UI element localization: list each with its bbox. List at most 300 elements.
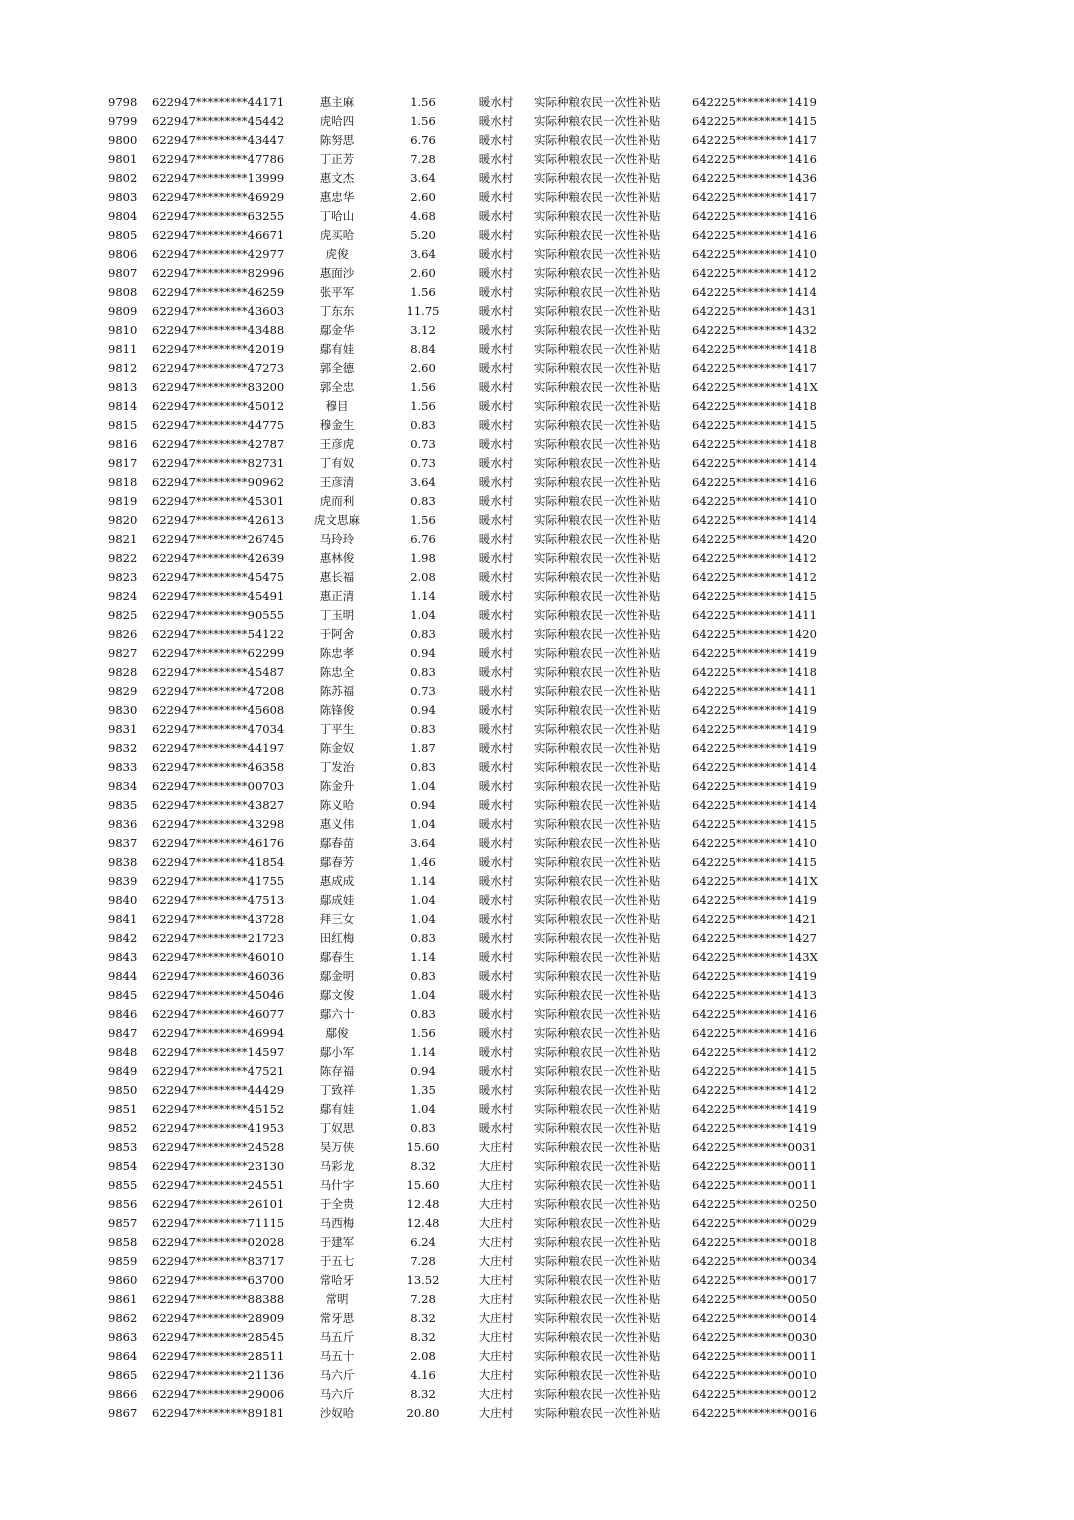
row-number: 9847: [108, 1026, 138, 1040]
village-name: 暖水村: [478, 1045, 514, 1059]
village-name: 大庄村: [478, 1330, 514, 1344]
village-name: 大庄村: [478, 1216, 514, 1230]
farmer-name: 丁致祥: [319, 1083, 355, 1097]
farmer-name: 虎文思麻: [314, 513, 360, 527]
subsidy-amount: 2.60: [410, 361, 436, 375]
subsidy-type: 实际种粮农民一次性补贴: [534, 627, 661, 641]
subsidy-amount: 6.76: [410, 532, 436, 546]
row-number: 9810: [108, 323, 138, 337]
row-number: 9835: [108, 798, 138, 812]
subsidy-type: 实际种粮农民一次性补贴: [534, 95, 661, 109]
farmer-name: 鄢六十: [319, 1007, 355, 1021]
row-number: 9849: [108, 1064, 138, 1078]
id-number: 642225*********1419: [692, 779, 817, 793]
subsidy-amount: 1.56: [410, 399, 436, 413]
account-number: 622947*********44429: [152, 1083, 285, 1097]
subsidy-type: 实际种粮农民一次性补贴: [534, 456, 661, 470]
account-number: 622947*********46994: [152, 1026, 285, 1040]
subsidy-type: 实际种粮农民一次性补贴: [534, 931, 661, 945]
account-number: 622947*********89181: [152, 1406, 285, 1420]
subsidy-type: 实际种粮农民一次性补贴: [534, 1387, 661, 1401]
id-number: 642225*********0030: [692, 1330, 817, 1344]
subsidy-amount: 12.48: [406, 1216, 440, 1230]
table-row: [0, 245, 1074, 264]
farmer-name: 于全贵: [319, 1197, 355, 1211]
subsidy-amount: 1.46: [410, 855, 436, 869]
id-number: 642225*********1420: [692, 532, 817, 546]
id-number: 642225*********1410: [692, 247, 817, 261]
row-number: 9804: [108, 209, 138, 223]
id-number: 642225*********1419: [692, 95, 817, 109]
table-row: [0, 701, 1074, 720]
row-number: 9825: [108, 608, 138, 622]
id-number: 642225*********143X: [692, 950, 818, 964]
farmer-name: 陈忠全: [319, 665, 355, 679]
village-name: 暖水村: [478, 456, 514, 470]
id-number: 642225*********0010: [692, 1368, 817, 1382]
subsidy-type: 实际种粮农民一次性补贴: [534, 304, 661, 318]
subsidy-amount: 1.04: [410, 912, 436, 926]
village-name: 暖水村: [478, 969, 514, 983]
account-number: 622947*********46176: [152, 836, 285, 850]
row-number: 9824: [108, 589, 138, 603]
table-row: [0, 967, 1074, 986]
subsidy-amount: 6.76: [410, 133, 436, 147]
subsidy-amount: 8.32: [410, 1387, 436, 1401]
account-number: 622947*********43728: [152, 912, 285, 926]
table-row: [0, 606, 1074, 625]
table-row: [0, 492, 1074, 511]
id-number: 642225*********1419: [692, 741, 817, 755]
account-number: 622947*********63255: [152, 209, 285, 223]
row-number: 9812: [108, 361, 138, 375]
account-number: 622947*********26745: [152, 532, 285, 546]
farmer-name: 虎而利: [319, 494, 355, 508]
subsidy-amount: 15.60: [406, 1178, 440, 1192]
farmer-name: 丁玉明: [319, 608, 355, 622]
row-number: 9807: [108, 266, 138, 280]
id-number: 642225*********1412: [692, 266, 817, 280]
subsidy-amount: 2.08: [410, 570, 436, 584]
subsidy-amount: 0.83: [410, 627, 436, 641]
subsidy-amount: 1.56: [410, 380, 436, 394]
id-number: 642225*********1415: [692, 418, 817, 432]
table-row: [0, 682, 1074, 701]
table-row: [0, 815, 1074, 834]
farmer-name: 惠义伟: [319, 817, 355, 831]
subsidy-type: 实际种粮农民一次性补贴: [534, 1007, 661, 1021]
account-number: 622947*********41755: [152, 874, 285, 888]
id-number: 642225*********1411: [692, 608, 817, 622]
table-row: [0, 340, 1074, 359]
village-name: 大庄村: [478, 1273, 514, 1287]
table-row: [0, 1138, 1074, 1157]
row-number: 9831: [108, 722, 138, 736]
account-number: 622947*********43488: [152, 323, 285, 337]
table-row: [0, 150, 1074, 169]
table-row: [0, 1005, 1074, 1024]
row-number: 9858: [108, 1235, 138, 1249]
row-number: 9846: [108, 1007, 138, 1021]
table-row: [0, 1195, 1074, 1214]
id-number: 642225*********1415: [692, 1064, 817, 1078]
subsidy-type: 实际种粮农民一次性补贴: [534, 285, 661, 299]
row-number: 9857: [108, 1216, 138, 1230]
subsidy-type: 实际种粮农民一次性补贴: [534, 1368, 661, 1382]
table-row: [0, 1176, 1074, 1195]
id-number: 642225*********1410: [692, 494, 817, 508]
subsidy-amount: 0.83: [410, 418, 436, 432]
account-number: 622947*********45608: [152, 703, 285, 717]
village-name: 暖水村: [478, 665, 514, 679]
row-number: 9818: [108, 475, 138, 489]
village-name: 暖水村: [478, 361, 514, 375]
subsidy-amount: 1.56: [410, 114, 436, 128]
subsidy-type: 实际种粮农民一次性补贴: [534, 665, 661, 679]
subsidy-amount: 0.73: [410, 456, 436, 470]
row-number: 9820: [108, 513, 138, 527]
village-name: 暖水村: [478, 437, 514, 451]
table-row: [0, 93, 1074, 112]
table-row: [0, 264, 1074, 283]
subsidy-type: 实际种粮农民一次性补贴: [534, 608, 661, 622]
village-name: 暖水村: [478, 532, 514, 546]
subsidy-amount: 3.64: [410, 247, 436, 261]
id-number: 642225*********1419: [692, 1121, 817, 1135]
row-number: 9851: [108, 1102, 138, 1116]
subsidy-type: 实际种粮农民一次性补贴: [534, 1102, 661, 1116]
table-row: [0, 283, 1074, 302]
account-number: 622947*********45152: [152, 1102, 285, 1116]
subsidy-amount: 1.56: [410, 285, 436, 299]
table-row: [0, 948, 1074, 967]
farmer-name: 陈锋俊: [319, 703, 355, 717]
subsidy-amount: 0.94: [410, 646, 436, 660]
id-number: 642225*********0011: [692, 1159, 817, 1173]
account-number: 622947*********47273: [152, 361, 285, 375]
subsidy-type: 实际种粮农民一次性补贴: [534, 1273, 661, 1287]
subsidy-type: 实际种粮农民一次性补贴: [534, 152, 661, 166]
farmer-name: 惠正清: [319, 589, 355, 603]
subsidy-amount: 0.94: [410, 798, 436, 812]
row-number: 9856: [108, 1197, 138, 1211]
village-name: 大庄村: [478, 1349, 514, 1363]
village-name: 暖水村: [478, 228, 514, 242]
account-number: 622947*********90555: [152, 608, 285, 622]
village-name: 暖水村: [478, 133, 514, 147]
farmer-name: 鄢文俊: [319, 988, 355, 1002]
table-row: [0, 777, 1074, 796]
subsidy-type: 实际种粮农民一次性补贴: [534, 418, 661, 432]
account-number: 622947*********42613: [152, 513, 285, 527]
subsidy-amount: 0.83: [410, 931, 436, 945]
village-name: 暖水村: [478, 931, 514, 945]
row-number: 9842: [108, 931, 138, 945]
account-number: 622947*********90962: [152, 475, 285, 489]
account-number: 622947*********47034: [152, 722, 285, 736]
village-name: 大庄村: [478, 1406, 514, 1420]
farmer-name: 丁发治: [319, 760, 355, 774]
subsidy-type: 实际种粮农民一次性补贴: [534, 133, 661, 147]
id-number: 642225*********1419: [692, 646, 817, 660]
account-number: 622947*********23130: [152, 1159, 285, 1173]
table-row: [0, 872, 1074, 891]
row-number: 9862: [108, 1311, 138, 1325]
subsidy-type: 实际种粮农民一次性补贴: [534, 817, 661, 831]
subsidy-type: 实际种粮农民一次性补贴: [534, 1235, 661, 1249]
subsidy-type: 实际种粮农民一次性补贴: [534, 1026, 661, 1040]
account-number: 622947*********82996: [152, 266, 285, 280]
id-number: 642225*********1419: [692, 969, 817, 983]
id-number: 642225*********1416: [692, 209, 817, 223]
subsidy-amount: 1.14: [410, 874, 436, 888]
subsidy-amount: 0.83: [410, 1007, 436, 1021]
id-number: 642225*********0017: [692, 1273, 817, 1287]
village-name: 暖水村: [478, 1083, 514, 1097]
row-number: 9838: [108, 855, 138, 869]
farmer-name: 陈努思: [319, 133, 355, 147]
id-number: 642225*********141X: [692, 874, 818, 888]
farmer-name: 马五斤: [319, 1330, 355, 1344]
row-number: 9805: [108, 228, 138, 242]
table-row: [0, 834, 1074, 853]
farmer-name: 惠文杰: [319, 171, 355, 185]
village-name: 暖水村: [478, 171, 514, 185]
village-name: 暖水村: [478, 247, 514, 261]
subsidy-amount: 15.60: [406, 1140, 440, 1154]
id-number: 642225*********0014: [692, 1311, 817, 1325]
village-name: 暖水村: [478, 817, 514, 831]
subsidy-amount: 2.60: [410, 190, 436, 204]
village-name: 暖水村: [478, 570, 514, 584]
row-number: 9821: [108, 532, 138, 546]
subsidy-type: 实际种粮农民一次性补贴: [534, 475, 661, 489]
subsidy-type: 实际种粮农民一次性补贴: [534, 855, 661, 869]
subsidy-amount: 0.94: [410, 703, 436, 717]
id-number: 642225*********1414: [692, 513, 817, 527]
farmer-name: 虎俊: [325, 247, 349, 261]
village-name: 暖水村: [478, 912, 514, 926]
farmer-name: 马五十: [319, 1349, 355, 1363]
table-row: [0, 1252, 1074, 1271]
farmer-name: 穆目: [325, 399, 349, 413]
farmer-name: 王彦清: [319, 475, 355, 489]
village-name: 暖水村: [478, 551, 514, 565]
subsidy-type: 实际种粮农民一次性补贴: [534, 1311, 661, 1325]
farmer-name: 惠面沙: [319, 266, 355, 280]
id-number: 642225*********1412: [692, 1045, 817, 1059]
farmer-name: 马玲玲: [319, 532, 355, 546]
table-row: [0, 378, 1074, 397]
subsidy-type: 实际种粮农民一次性补贴: [534, 1216, 661, 1230]
id-number: 642225*********0018: [692, 1235, 817, 1249]
id-number: 642225*********1414: [692, 760, 817, 774]
subsidy-amount: 1.04: [410, 817, 436, 831]
subsidy-amount: 1.14: [410, 950, 436, 964]
row-number: 9853: [108, 1140, 138, 1154]
subsidy-type: 实际种粮农民一次性补贴: [534, 380, 661, 394]
table-row: [0, 986, 1074, 1005]
table-row: [0, 1347, 1074, 1366]
subsidy-type: 实际种粮农民一次性补贴: [534, 532, 661, 546]
row-number: 9817: [108, 456, 138, 470]
account-number: 622947*********43827: [152, 798, 285, 812]
village-name: 暖水村: [478, 304, 514, 318]
village-name: 暖水村: [478, 779, 514, 793]
account-number: 622947*********43603: [152, 304, 285, 318]
subsidy-type: 实际种粮农民一次性补贴: [534, 342, 661, 356]
row-number: 9854: [108, 1159, 138, 1173]
village-name: 大庄村: [478, 1140, 514, 1154]
table-row: [0, 1328, 1074, 1347]
table-row: [0, 302, 1074, 321]
village-name: 暖水村: [478, 494, 514, 508]
village-name: 暖水村: [478, 1007, 514, 1021]
subsidy-type: 实际种粮农民一次性补贴: [534, 399, 661, 413]
id-number: 642225*********1419: [692, 1102, 817, 1116]
account-number: 622947*********45487: [152, 665, 285, 679]
subsidy-amount: 1.98: [410, 551, 436, 565]
account-number: 622947*********28909: [152, 1311, 285, 1325]
subsidy-amount: 0.83: [410, 665, 436, 679]
account-number: 622947*********44171: [152, 95, 285, 109]
id-number: 642225*********1415: [692, 589, 817, 603]
subsidy-amount: 8.32: [410, 1159, 436, 1173]
account-number: 622947*********45442: [152, 114, 285, 128]
farmer-name: 鄢有娃: [319, 342, 355, 356]
table-row: [0, 1081, 1074, 1100]
village-name: 暖水村: [478, 589, 514, 603]
farmer-name: 于阿舍: [319, 627, 355, 641]
account-number: 622947*********45301: [152, 494, 285, 508]
row-number: 9823: [108, 570, 138, 584]
row-number: 9837: [108, 836, 138, 850]
row-number: 9827: [108, 646, 138, 660]
subsidy-type: 实际种粮农民一次性补贴: [534, 741, 661, 755]
subsidy-amount: 8.32: [410, 1311, 436, 1325]
row-number: 9864: [108, 1349, 138, 1363]
table-row: [0, 1157, 1074, 1176]
row-number: 9800: [108, 133, 138, 147]
subsidy-amount: 0.94: [410, 1064, 436, 1078]
village-name: 暖水村: [478, 380, 514, 394]
subsidy-type: 实际种粮农民一次性补贴: [534, 1349, 661, 1363]
id-number: 642225*********1414: [692, 798, 817, 812]
account-number: 622947*********47513: [152, 893, 285, 907]
village-name: 暖水村: [478, 722, 514, 736]
id-number: 642225*********1412: [692, 1083, 817, 1097]
subsidy-amount: 0.83: [410, 494, 436, 508]
farmer-name: 马六斤: [319, 1387, 355, 1401]
village-name: 暖水村: [478, 855, 514, 869]
table-row: [0, 416, 1074, 435]
table-row: [0, 1233, 1074, 1252]
row-number: 9798: [108, 95, 138, 109]
row-number: 9808: [108, 285, 138, 299]
account-number: 622947*********47786: [152, 152, 285, 166]
id-number: 642225*********1419: [692, 722, 817, 736]
subsidy-type: 实际种粮农民一次性补贴: [534, 874, 661, 888]
subsidy-type: 实际种粮农民一次性补贴: [534, 779, 661, 793]
table-row: [0, 1100, 1074, 1119]
table-row: [0, 929, 1074, 948]
subsidy-amount: 6.24: [410, 1235, 436, 1249]
id-number: 642225*********0031: [692, 1140, 817, 1154]
row-number: 9799: [108, 114, 138, 128]
id-number: 642225*********1412: [692, 551, 817, 565]
village-name: 暖水村: [478, 266, 514, 280]
farmer-name: 陈忠孝: [319, 646, 355, 660]
village-name: 暖水村: [478, 323, 514, 337]
farmer-name: 于建军: [319, 1235, 355, 1249]
account-number: 622947*********00703: [152, 779, 285, 793]
account-number: 622947*********41854: [152, 855, 285, 869]
village-name: 暖水村: [478, 1121, 514, 1135]
farmer-name: 鄢小军: [319, 1045, 355, 1059]
village-name: 暖水村: [478, 475, 514, 489]
farmer-name: 惠林俊: [319, 551, 355, 565]
account-number: 622947*********46077: [152, 1007, 285, 1021]
subsidy-type: 实际种粮农民一次性补贴: [534, 228, 661, 242]
account-number: 622947*********43447: [152, 133, 285, 147]
subsidy-type: 实际种粮农民一次性补贴: [534, 1330, 661, 1344]
farmer-name: 惠长福: [319, 570, 355, 584]
farmer-name: 张平军: [319, 285, 355, 299]
subsidy-type: 实际种粮农民一次性补贴: [534, 893, 661, 907]
id-number: 642225*********1415: [692, 855, 817, 869]
row-number: 9863: [108, 1330, 138, 1344]
row-number: 9836: [108, 817, 138, 831]
farmer-name: 穆金生: [319, 418, 355, 432]
village-name: 暖水村: [478, 703, 514, 717]
id-number: 642225*********1418: [692, 665, 817, 679]
subsidy-amount: 7.28: [410, 1254, 436, 1268]
account-number: 622947*********24551: [152, 1178, 285, 1192]
table-row: [0, 1404, 1074, 1423]
row-number: 9816: [108, 437, 138, 451]
farmer-name: 鄢金华: [319, 323, 355, 337]
subsidy-type: 实际种粮农民一次性补贴: [534, 1159, 661, 1173]
farmer-name: 鄢春苗: [319, 836, 355, 850]
farmer-name: 丁正芳: [319, 152, 355, 166]
subsidy-type: 实际种粮农民一次性补贴: [534, 570, 661, 584]
row-number: 9811: [108, 342, 138, 356]
account-number: 622947*********54122: [152, 627, 285, 641]
id-number: 642225*********1419: [692, 703, 817, 717]
subsidy-type: 实际种粮农民一次性补贴: [534, 190, 661, 204]
farmer-name: 丁东东: [319, 304, 355, 318]
account-number: 622947*********28511: [152, 1349, 285, 1363]
account-number: 622947*********13999: [152, 171, 285, 185]
village-name: 暖水村: [478, 513, 514, 527]
village-name: 暖水村: [478, 684, 514, 698]
row-number: 9867: [108, 1406, 138, 1420]
row-number: 9855: [108, 1178, 138, 1192]
subsidy-amount: 4.68: [410, 209, 436, 223]
subsidy-amount: 3.64: [410, 836, 436, 850]
table-row: [0, 511, 1074, 530]
id-number: 642225*********0016: [692, 1406, 817, 1420]
farmer-name: 马什字: [319, 1178, 355, 1192]
subsidy-type: 实际种粮农民一次性补贴: [534, 1254, 661, 1268]
subsidy-amount: 1.35: [410, 1083, 436, 1097]
subsidy-amount: 1.14: [410, 589, 436, 603]
account-number: 622947*********88388: [152, 1292, 285, 1306]
farmer-name: 鄢成娃: [319, 893, 355, 907]
id-number: 642225*********0050: [692, 1292, 817, 1306]
table-row: [0, 226, 1074, 245]
farmer-name: 沙奴哈: [319, 1406, 355, 1420]
